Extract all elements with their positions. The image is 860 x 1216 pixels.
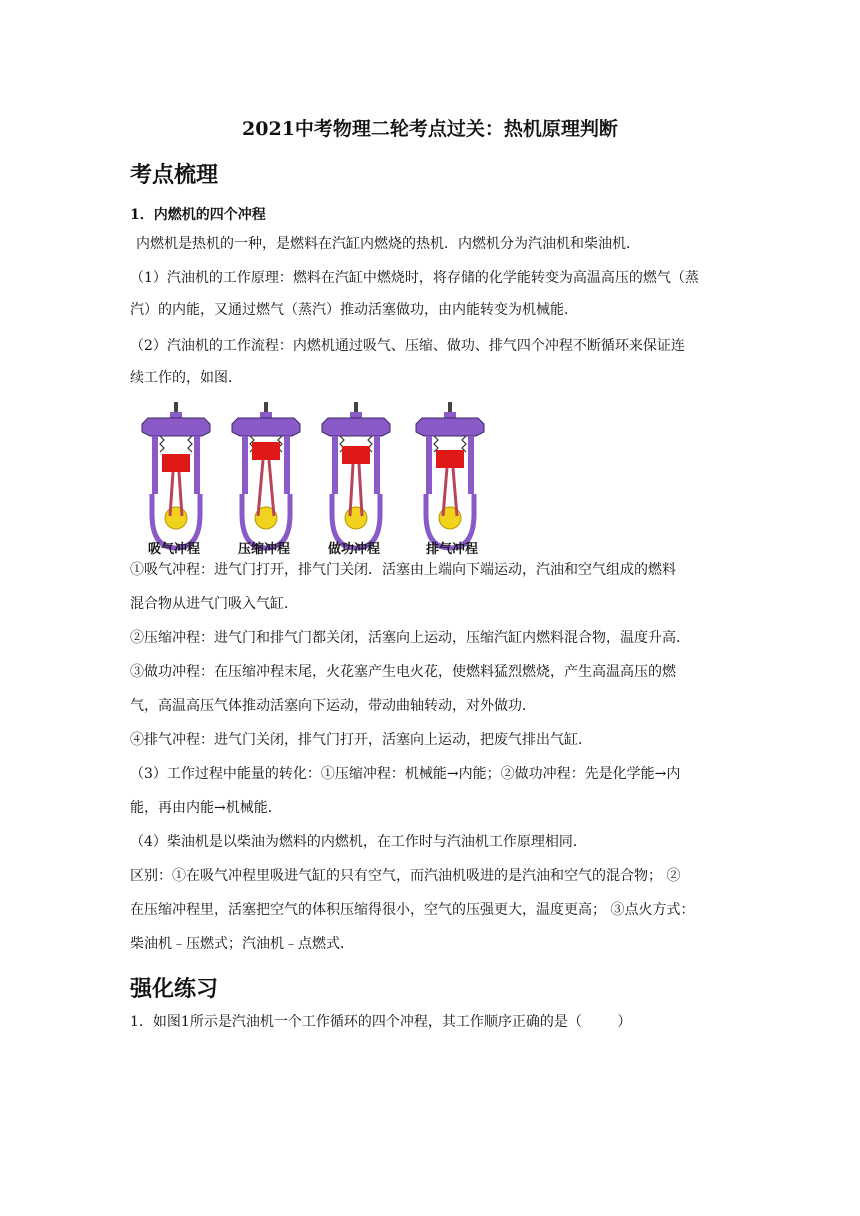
difference-line-3: 柴油机﹣压燃式；汽油机﹣点燃式． <box>130 936 354 952</box>
page-title: 2021中考物理二轮考点过关：热机原理判断 <box>242 118 618 140</box>
engine-diagrams <box>136 402 496 558</box>
section-heading-review: 考点梳理 <box>130 162 219 188</box>
energy-line-1: （3）工作过程中能量的转化：①压缩冲程：机械能→内能；②做功冲程：先是化学能→内 <box>130 766 681 782</box>
intro-paragraph: 内燃机是热机的一种，是燃料在汽缸内燃烧的热机．内燃机分为汽油机和柴油机． <box>136 236 640 252</box>
power-desc-2: 气，高温高压气体推动活塞向下运动，带动曲轴转动，对外做功． <box>130 698 536 714</box>
caption-power: 做功冲程 <box>328 542 381 557</box>
intake-stroke-engine <box>142 402 210 548</box>
principle-line-1: （1）汽油机的工作原理：燃料在汽缸中燃烧时，将存储的化学能转变为高温高压的燃气（蒸 <box>130 270 699 286</box>
difference-line-2: 在压缩冲程里，活塞把空气的体积压缩得很小，空气的压强更大，温度更高； ③点火方式： <box>130 902 695 918</box>
process-line-1: （2）汽油机的工作流程：内燃机通过吸气、压缩、做功、排气四个冲程不断循环来保证连 <box>130 338 685 354</box>
four-stroke-figure <box>136 402 496 558</box>
diesel-line: （4）柴油机是以柴油为燃料的内燃机，在工作时与汽油机工作原理相同． <box>130 834 587 850</box>
energy-line-2: 能，再由内能→机械能． <box>130 800 282 816</box>
caption-exhaust: 排气冲程 <box>426 542 479 557</box>
compression-desc: ②压缩冲程：进气门和排气门都关闭，活塞向上运动，压缩汽缸内燃料混合物，温度升高． <box>130 630 690 646</box>
caption-intake: 吸气冲程 <box>148 542 201 557</box>
subheading-four-strokes: 1．内燃机的四个冲程 <box>130 207 266 223</box>
principle-line-2: 汽）的内能，又通过燃气（蒸汽）推动活塞做功，由内能转变为机械能． <box>130 302 578 318</box>
difference-line-1: 区别：①在吸气冲程里吸进气缸的只有空气，而汽油机吸进的是汽油和空气的混合物； ② <box>130 868 681 884</box>
section-heading-practice: 强化练习 <box>130 976 219 1002</box>
process-line-2: 续工作的，如图． <box>130 370 242 386</box>
intake-desc-1: ①吸气冲程：进气门打开，排气门关闭．活塞由上端向下端运动，汽油和空气组成的燃料 <box>130 562 676 578</box>
power-desc-1: ③做功冲程：在压缩冲程末尾，火花塞产生电火花，使燃料猛烈燃烧，产生高温高压的燃 <box>130 664 676 680</box>
exhaust-desc: ④排气冲程：进气门关闭，排气门打开，活塞向上运动，把废气排出气缸． <box>130 732 592 748</box>
exhaust-stroke-engine <box>416 402 484 548</box>
intake-desc-2: 混合物从进气门吸入气缸． <box>130 596 298 612</box>
compression-stroke-engine <box>232 402 300 548</box>
power-stroke-engine <box>322 402 390 548</box>
question-1: 1．如图1所示是汽油机一个工作循环的四个冲程，其工作顺序正确的是（ ） <box>130 1014 632 1030</box>
caption-compression: 压缩冲程 <box>238 542 291 557</box>
